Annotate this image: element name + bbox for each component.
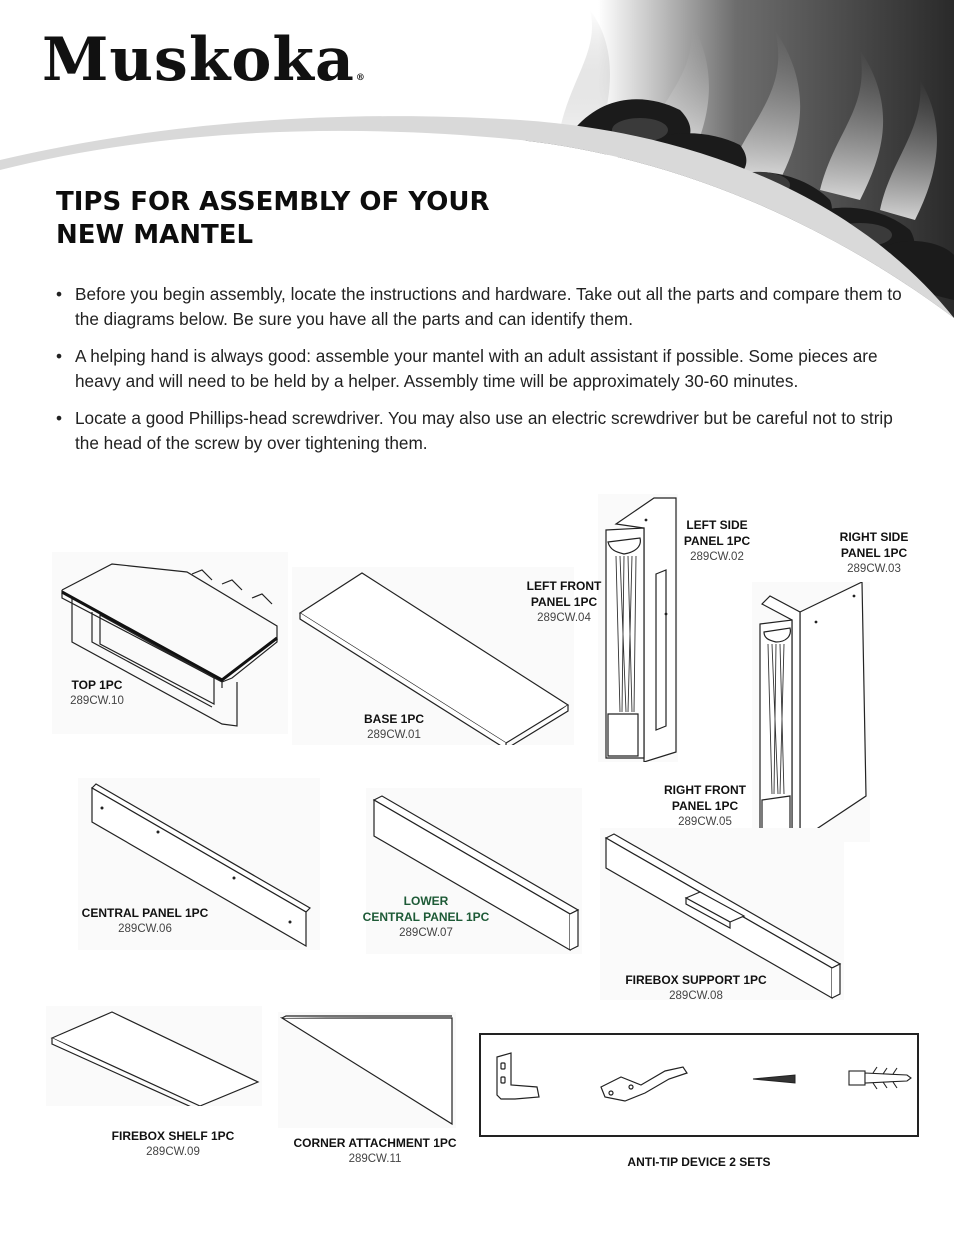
label-left-front bbox=[520, 578, 608, 626]
label-corner-code: 289CW.11 bbox=[348, 1153, 402, 1165]
bullet-icon: • bbox=[56, 408, 63, 428]
label-lower-central-code: 289CW.07 bbox=[399, 927, 453, 939]
corner-attachment-drawing bbox=[278, 1012, 456, 1128]
label-firebox-support bbox=[616, 972, 776, 1004]
page-title bbox=[56, 186, 489, 252]
label-central-name: CENTRAL PANEL 1PC bbox=[81, 906, 209, 920]
brand-reg-mark: ® bbox=[355, 73, 366, 83]
label-lower-central-name2: CENTRAL PANEL 1PC bbox=[362, 910, 490, 924]
label-anti-tip-name: ANTI-TIP DEVICE 2 SETS bbox=[627, 1155, 771, 1169]
firebox-shelf-drawing bbox=[46, 1006, 262, 1106]
label-firebox-shelf-name: FIREBOX SHELF 1PC bbox=[111, 1129, 235, 1143]
label-base bbox=[357, 711, 431, 743]
tip-text: A helping hand is always good: assemble your mantel with an adult assistant if possible. Some pieces are heavy and will need to be held by a helper. Assembly time will be approximately 30-60 minutes. bbox=[75, 346, 878, 391]
label-right-front-name2: PANEL 1PC bbox=[671, 799, 739, 813]
tip-item bbox=[56, 282, 916, 331]
label-firebox-shelf bbox=[100, 1128, 246, 1160]
label-left-front-code: 289CW.04 bbox=[537, 612, 591, 624]
l-bracket-icon bbox=[493, 1051, 545, 1105]
label-central-code: 289CW.06 bbox=[118, 923, 172, 935]
bullet-icon: • bbox=[56, 284, 63, 304]
page-title-line1: TIPS FOR ASSEMBLY OF YOUR bbox=[56, 187, 490, 217]
label-top-name: TOP 1PC bbox=[71, 678, 123, 692]
tip-item bbox=[56, 344, 916, 393]
wall-anchor-icon bbox=[847, 1063, 913, 1093]
page-title-line2: NEW MANTEL bbox=[56, 220, 254, 250]
label-left-front-name1: LEFT FRONT bbox=[526, 579, 602, 593]
label-right-front-code: 289CW.05 bbox=[678, 816, 732, 828]
brand-name: Muskoka bbox=[42, 25, 355, 95]
tips-list bbox=[56, 282, 916, 468]
label-firebox-shelf-code: 289CW.09 bbox=[146, 1146, 200, 1158]
label-corner-name: CORNER ATTACHMENT 1PC bbox=[293, 1136, 457, 1150]
tip-text: Locate a good Phillips-head screwdriver. You may also use an electric screwdriver but be careful not to strip the head of the screw by over tightening them. bbox=[75, 408, 893, 453]
label-top-code: 289CW.10 bbox=[70, 695, 124, 707]
label-base-code: 289CW.01 bbox=[367, 729, 421, 741]
label-base-name: BASE 1PC bbox=[363, 712, 425, 726]
label-central bbox=[70, 905, 220, 937]
label-firebox-support-code: 289CW.08 bbox=[669, 990, 723, 1002]
tip-item bbox=[56, 406, 916, 455]
tip-text: Before you begin assembly, locate the instructions and hardware. Take out all the parts and compare them to the diagrams below. Be sure you have all the parts and can identify them. bbox=[75, 284, 902, 329]
label-left-front-name2: PANEL 1PC bbox=[530, 595, 598, 609]
label-right-side-code: 289CW.03 bbox=[847, 563, 901, 575]
label-top bbox=[62, 677, 132, 709]
label-right-front bbox=[658, 782, 752, 830]
strap-bracket-icon bbox=[597, 1063, 693, 1107]
label-left-side-code: 289CW.02 bbox=[690, 551, 744, 563]
label-firebox-support-name: FIREBOX SUPPORT 1PC bbox=[625, 973, 767, 987]
label-left-side-name1: LEFT SIDE bbox=[686, 518, 748, 532]
screw-icon bbox=[751, 1071, 797, 1087]
bullet-icon: • bbox=[56, 346, 63, 366]
label-right-side bbox=[832, 529, 916, 577]
label-lower-central bbox=[354, 893, 498, 941]
left-panels-drawing bbox=[598, 494, 678, 762]
label-anti-tip bbox=[604, 1154, 794, 1170]
label-lower-central-name1: LOWER bbox=[403, 894, 449, 908]
label-left-side-name2: PANEL 1PC bbox=[683, 534, 751, 548]
right-panels-drawing bbox=[752, 582, 870, 842]
anti-tip-hardware-box bbox=[479, 1033, 919, 1137]
label-right-front-name1: RIGHT FRONT bbox=[664, 783, 746, 797]
label-left-side bbox=[676, 517, 758, 565]
label-corner bbox=[288, 1135, 462, 1167]
brand-logo bbox=[42, 25, 366, 95]
label-right-side-name2: PANEL 1PC bbox=[840, 546, 908, 560]
label-right-side-name1: RIGHT SIDE bbox=[839, 530, 909, 544]
